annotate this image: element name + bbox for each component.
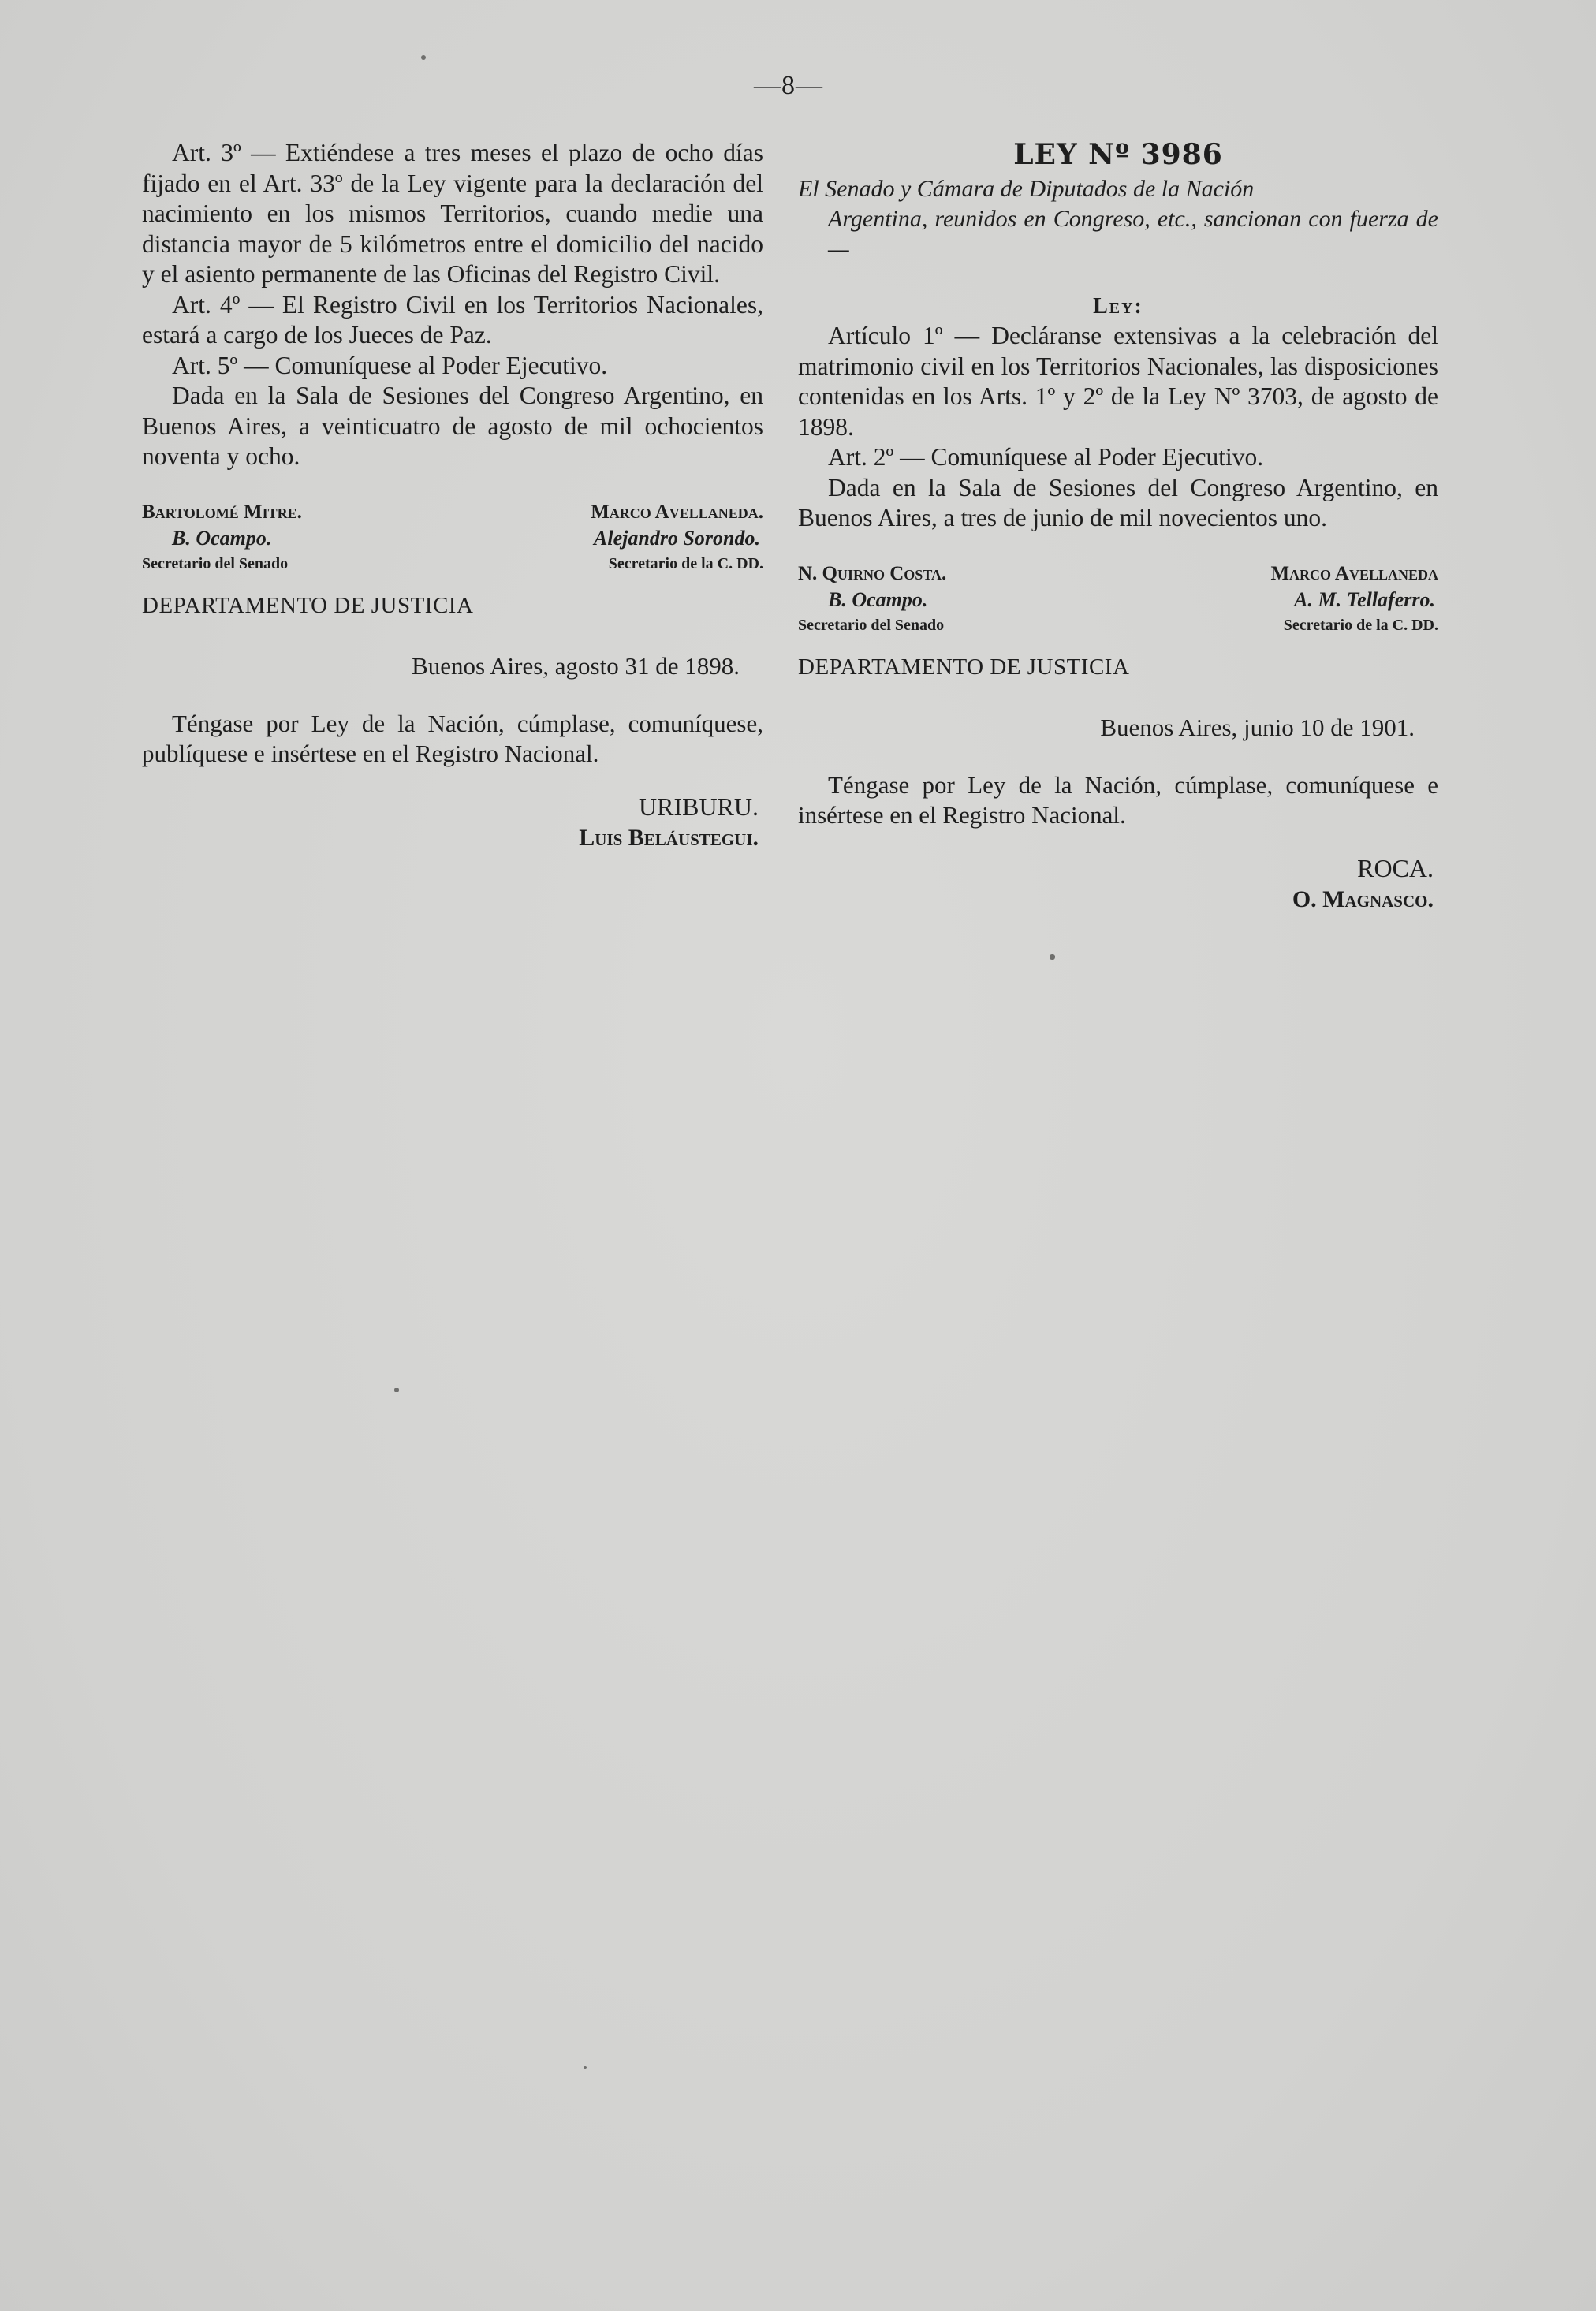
- secretary-name: B. Ocampo.: [828, 587, 928, 611]
- chamber-signature: [591, 499, 763, 577]
- paper-speck: [394, 1388, 399, 1392]
- senate-signature: [798, 561, 946, 639]
- secretary-name: Alejandro Sorondo.: [594, 526, 760, 550]
- article-3-paragraph: Art. 3º — Extiéndese a tres meses el plazo de ocho días fijado en el Art. 33º de la Ley vigente para la declaración del nacimiento en los mismos Territorios, cuando medie una distancia mayor de 5 kilómetros entre el domicilio del nacido y el asiento permanente de las Oficinas del Registro Civil.: [142, 139, 763, 288]
- enactment-paragraph: Dada en la Sala de Sesiones del Congreso Argentino, en Buenos Aires, a veinticuatro de agosto de mil ochocientos noventa y ocho.: [142, 382, 763, 470]
- president-signature: URIBURU.: [638, 792, 759, 821]
- department-heading: DEPARTAMENTO DE JUSTICIA: [798, 654, 1130, 680]
- decree-text: Téngase por Ley de la Nación, cúmplase, comuníquese, publíquese e insértese en el Registro Nacional.: [142, 709, 763, 767]
- senate-signature: [142, 499, 302, 577]
- secretary-role: Secretario de la C. DD.: [608, 554, 763, 572]
- article-2-paragraph: Art. 2º — Comuníquese al Poder Ejecutivo.: [828, 443, 1264, 471]
- enacting-formula-rest: Argentina, reunidos en Congreso, etc., sancionan con fuerza de —: [828, 206, 1438, 262]
- signature-block: [142, 499, 763, 577]
- enactment-paragraph: Dada en la Sala de Sesiones del Congreso Argentino, en Buenos Aires, a tres de junio de mil novecientos uno.: [798, 473, 1438, 531]
- secretary-role: Secretario del Senado: [798, 616, 945, 634]
- secretary-name: B. Ocampo.: [172, 526, 272, 550]
- decree-text: Téngase por Ley de la Nación, cúmplase, comuníquese e insértese en el Registro Nacional.: [798, 770, 1438, 829]
- left-column: [142, 138, 763, 854]
- president-signature: ROCA.: [1357, 853, 1434, 882]
- law-title: LEY Nº 3986: [1013, 138, 1223, 171]
- right-column: [798, 138, 1438, 915]
- decree-date: Buenos Aires, agosto 31 de 1898.: [412, 651, 740, 680]
- article-1-paragraph: Artículo 1º — Decláranse extensivas a la celebración del matrimonio civil en los Territorios Nacionales, las disposiciones contenidas en los Arts. 1º y 2º de la Ley Nº 3703, de agosto de 1898.: [798, 322, 1438, 441]
- chamber-signature: [1270, 561, 1438, 639]
- paper-speck: [1050, 954, 1055, 960]
- article-4-paragraph: Art. 4º — El Registro Civil en los Territorios Nacionales, estará a cargo de los Jueces de Paz.: [142, 290, 763, 349]
- page-number: —8—: [754, 71, 823, 100]
- paper-speck: [584, 2066, 587, 2069]
- article-5-paragraph: Art. 5º — Comuníquese al Poder Ejecutivo.: [172, 351, 608, 379]
- paper-speck: [421, 55, 426, 60]
- executive-signatures: [142, 791, 763, 854]
- signatory-name: Bartolomé Mitre.: [142, 501, 302, 523]
- department-heading: DEPARTAMENTO DE JUSTICIA: [142, 592, 474, 618]
- minister-signature: Luis Beláustegui.: [579, 824, 759, 851]
- secretary-role: Secretario del Senado: [142, 554, 289, 572]
- enacting-formula-line1: El Senado y Cámara de Diputados de la Nación: [798, 176, 1255, 202]
- executive-signatures: [798, 852, 1438, 915]
- decree-date: Buenos Aires, junio 10 de 1901.: [1100, 713, 1415, 741]
- minister-signature: O. Magnasco.: [1292, 885, 1434, 912]
- signatory-name: Marco Avellaneda: [1270, 562, 1438, 584]
- signatory-name: Marco Avellaneda.: [591, 501, 763, 523]
- secretary-name: A. M. Tellaferro.: [1294, 587, 1435, 611]
- ley-heading: Ley:: [1093, 294, 1143, 319]
- signature-block: [798, 561, 1438, 639]
- secretary-role: Secretario de la C. DD.: [1283, 616, 1438, 634]
- signatory-name: N. Quirno Costa.: [798, 562, 947, 584]
